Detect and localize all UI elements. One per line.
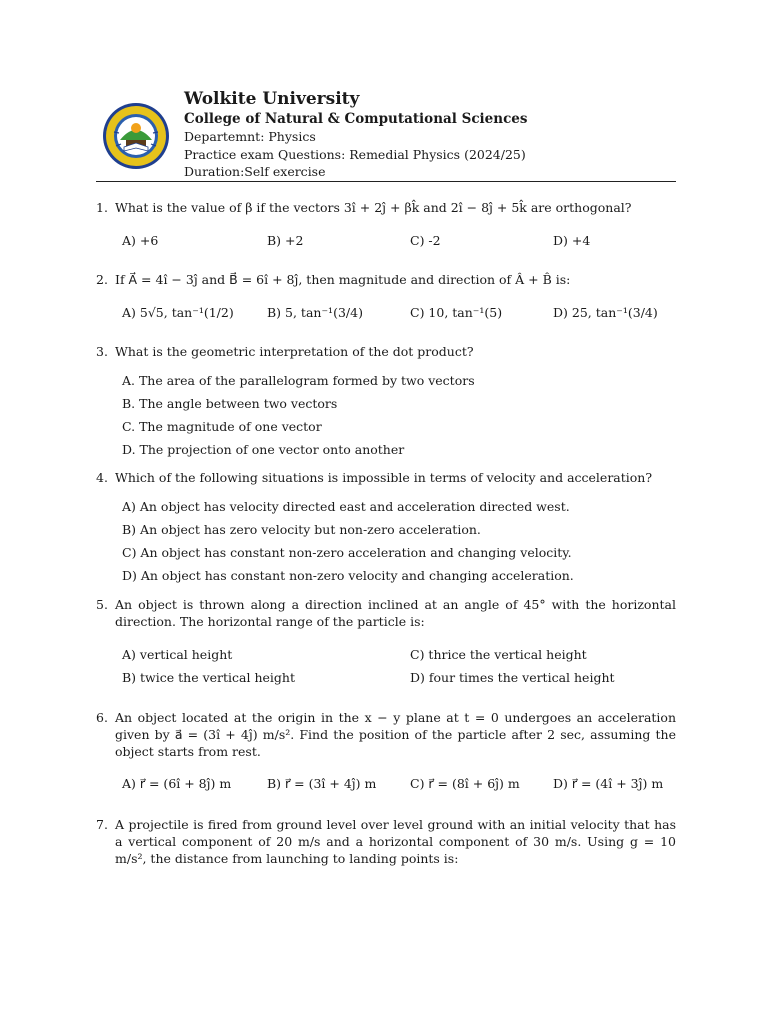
option-b[interactable]: B) twice the vertical height (122, 670, 295, 685)
question-1 (96, 199, 676, 216)
option-b[interactable]: B) An object has zero velocity but non-zero acceleration. (122, 522, 481, 537)
question-number: 2. (96, 272, 108, 287)
option-a[interactable]: A) vertical height (122, 647, 233, 662)
question-7 (96, 816, 676, 867)
option-b[interactable]: B) 5, tan⁻¹(3/4) (267, 305, 363, 320)
exam-title: Practice exam Questions: Remedial Physics (2024/25) (184, 146, 526, 162)
option-d[interactable]: D. The projection of one vector onto another (122, 442, 405, 457)
question-stem: If A⃗ = 4î − 3ĵ and B⃗ = 6î + 8ĵ, then magnitude and direction of Â + B̂ is: (115, 272, 571, 287)
question-stem: An object located at the origin in the x − y plane at t = 0 undergoes an acceleration given by a⃗ = (3î + 4ĵ) m/s². Find the position of the particle after 2 sec, assuming the object starts from rest. (115, 710, 676, 759)
option-c[interactable]: C) An object has constant non-zero acceleration and changing velocity. (122, 545, 572, 560)
option-d[interactable]: D) 25, tan⁻¹(3/4) (553, 305, 658, 320)
university-seal-logo (102, 102, 170, 170)
question-5 (96, 596, 676, 630)
question-number: 5. (96, 597, 108, 612)
option-c[interactable]: C) -2 (410, 233, 441, 248)
question-number: 3. (96, 344, 108, 359)
option-b[interactable]: B. The angle between two vectors (122, 396, 338, 411)
option-a[interactable]: A) +6 (122, 233, 159, 248)
option-b[interactable]: B) r⃗ = (3î + 4ĵ) m (267, 776, 377, 791)
question-stem: An object is thrown along a direction inclined at an angle of 45° with the horizontal direction. The horizontal range of the particle is: (115, 597, 676, 629)
question-2 (96, 271, 676, 288)
question-3-options (122, 372, 682, 464)
question-stem: Which of the following situations is impossible in terms of velocity and acceleration? (115, 470, 653, 485)
option-d[interactable]: D) An object has constant non-zero velocity and changing acceleration. (122, 568, 574, 583)
option-a[interactable]: A) An object has velocity directed east and acceleration directed west. (122, 499, 570, 514)
question-stem: A projectile is fired from ground level over level ground with an initial velocity that has a vertical component of 20 m/s and a horizontal component of 30 m/s. Using g = 10 m/s², the distance from launching to landing points is: (115, 817, 676, 866)
question-stem: What is the value of β if the vectors 3î + 2ĵ + βk̂ and 2î − 8ĵ + 5k̂ are orthogonal? (115, 200, 632, 215)
option-d[interactable]: D) +4 (553, 233, 591, 248)
question-number: 1. (96, 200, 108, 215)
question-4 (96, 469, 676, 486)
option-d[interactable]: D) four times the vertical height (410, 670, 615, 685)
department-line: Departemnt: Physics (184, 129, 316, 144)
question-4-options (122, 498, 682, 590)
university-name: Wolkite University (184, 89, 360, 109)
duration-line: Duration:Self exercise (184, 164, 326, 179)
option-a[interactable]: A) r⃗ = (6î + 8ĵ) m (122, 776, 232, 791)
option-c[interactable]: C) 10, tan⁻¹(5) (410, 305, 503, 320)
header-text-block (184, 88, 674, 181)
option-c[interactable]: C. The magnitude of one vector (122, 419, 322, 434)
exam-header (96, 86, 676, 182)
question-stem: What is the geometric interpretation of the dot product? (115, 344, 474, 359)
option-a[interactable]: A) 5√5, tan⁻¹(1/2) (122, 305, 234, 320)
option-c[interactable]: C) r⃗ = (8î + 6ĵ) m (410, 776, 520, 791)
option-a[interactable]: A. The area of the parallelogram formed by two vectors (122, 373, 475, 388)
question-6 (96, 709, 676, 760)
college-name: College of Natural & Computational Sciences (184, 111, 528, 127)
option-d[interactable]: D) r⃗ = (4î + 3ĵ) m (553, 776, 664, 791)
question-number: 6. (96, 710, 108, 725)
option-c[interactable]: C) thrice the vertical height (410, 647, 587, 662)
question-number: 4. (96, 470, 108, 485)
question-3 (96, 343, 676, 360)
header-divider (96, 181, 676, 182)
option-b[interactable]: B) +2 (267, 233, 304, 248)
question-number: 7. (96, 817, 108, 832)
